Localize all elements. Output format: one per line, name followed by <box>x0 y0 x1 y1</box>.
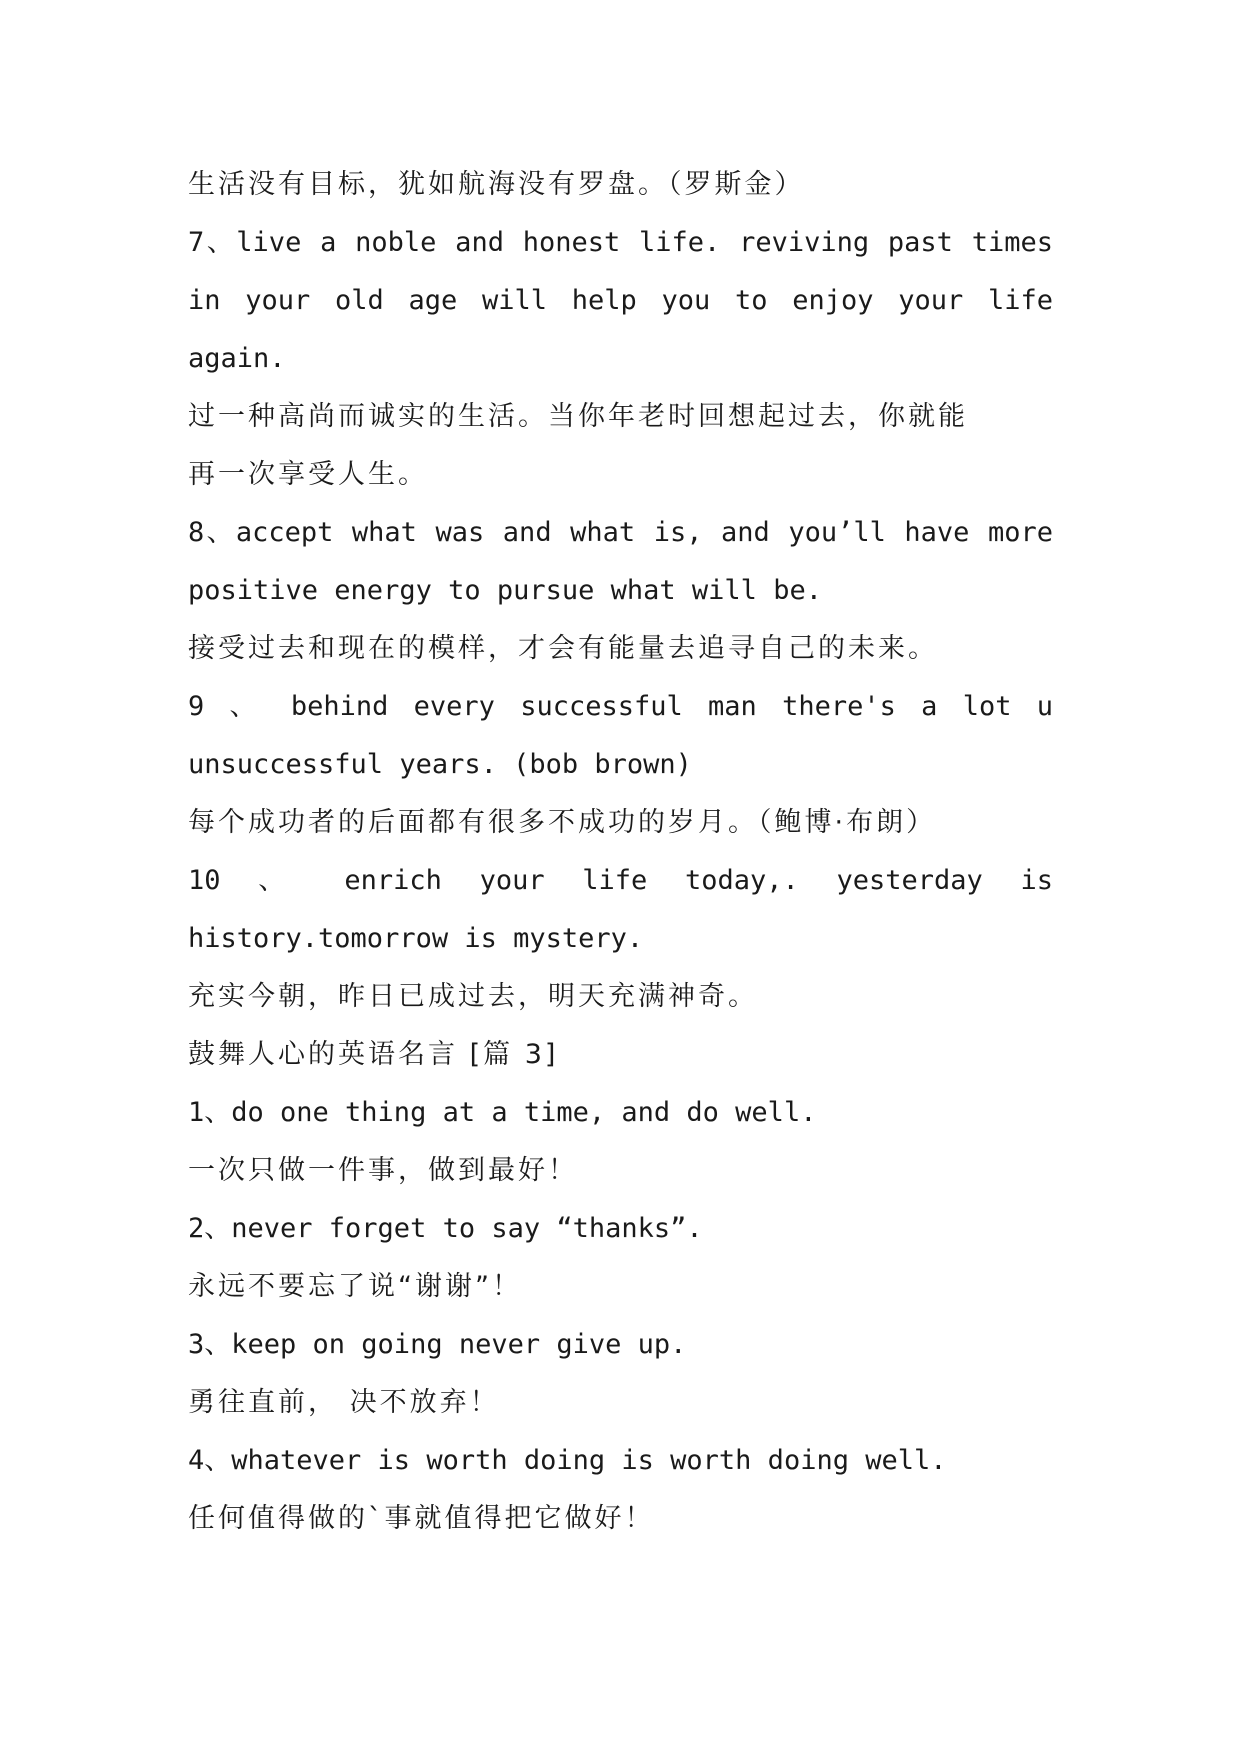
section3-quote-2-cn: 永远不要忘了说“谢谢”！ <box>188 1271 522 1302</box>
quote-10-en-line-2: history.tomorrow is mystery. <box>188 923 644 954</box>
quote-9-cn: 每个成功者的后面都有很多不成功的岁月。（鲍博·布朗） <box>188 807 937 838</box>
quote-8-en-line-2: positive energy to pursue what will be. <box>188 575 822 606</box>
quote-7-en-line-3: again. <box>188 343 286 374</box>
section3-quote-3-en: 3、keep on going never give up. <box>188 1329 687 1360</box>
quote-7-source-cn: 生活没有目标，犹如航海没有罗盘。（罗斯金） <box>188 169 805 200</box>
quote-7-en-line-1: 7、live a noble and honest life. reviving past times <box>188 227 1053 258</box>
quote-10-en-line-1: 10 、 enrich your life today,. yesterday is <box>188 865 1053 896</box>
quote-7-cn-line-1: 过一种高尚而诚实的生活。当你年老时回想起过去，你就能 <box>188 401 968 432</box>
section3-quote-3-cn: 勇往直前， 决不放弃！ <box>188 1387 500 1418</box>
section3-quote-4-cn: 任何值得做的`事就值得把它做好！ <box>188 1503 655 1534</box>
quote-9-en-line-1: 9 、 behind every successful man there's a lot u <box>188 691 1053 722</box>
section3-quote-1-en: 1、do one thing at a time, and do well. <box>188 1097 817 1128</box>
section3-quote-4-en: 4、whatever is worth doing is worth doing well. <box>188 1445 947 1476</box>
quote-7-cn-line-2: 再一次享受人生。 <box>188 459 428 490</box>
quote-9-en-line-2: unsuccessful years. (bob brown) <box>188 749 692 780</box>
quote-8-en-line-1: 8、accept what was and what is, and you’ll have more <box>188 517 1053 548</box>
section3-quote-1-cn: 一次只做一件事，做到最好！ <box>188 1155 578 1186</box>
quote-10-cn: 充实今朝，昨日已成过去，明天充满神奇。 <box>188 981 758 1012</box>
section-heading: 鼓舞人心的英语名言 [篇 3] <box>188 1039 559 1070</box>
quote-8-cn: 接受过去和现在的模样，才会有能量去追寻自己的未来。 <box>188 633 938 664</box>
quote-7-en-line-2: in your old age will help you to enjoy your life <box>188 285 1053 316</box>
section3-quote-2-en: 2、never forget to say “thanks”. <box>188 1213 703 1244</box>
